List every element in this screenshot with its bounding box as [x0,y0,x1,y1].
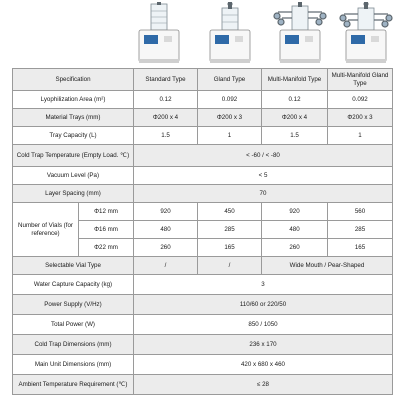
row-vacuum-level [13,167,393,185]
vial-size-label: Φ16 mm [79,221,134,239]
table-header-row [13,69,393,91]
table-cell: 165 [328,239,393,257]
label-tray-capacity: Tray Capacity (L) [13,127,134,145]
standard-type-image [133,2,185,66]
label-layer-spacing: Layer Spacing (mm) [13,185,134,203]
label-power-supply: Power Supply (V/Hz) [13,295,134,315]
row-cold-trap-temperature [13,145,393,167]
row-water-capture-capacity [13,275,393,295]
row-main-unit-dimensions [13,355,393,375]
table-cell: 3 [134,275,393,295]
table-cell: 285 [198,221,262,239]
table-cell: 560 [328,203,393,221]
table-cell: ≤ 28 [134,375,393,395]
row-layer-spacing [13,185,393,203]
table-cell: 0.12 [134,91,198,109]
table-cell: 920 [134,203,198,221]
row-power-supply [13,295,393,315]
label-number-of-vials: Number of Vials (for reference) [13,203,79,257]
label-cold-trap-temperature: Cold Trap Temperature (Empty Load. ℃) [13,145,134,167]
row-ambient-temperature [13,375,393,395]
table-cell: 1 [198,127,262,145]
header-multi-manifold-gland-type: Multi-Manifold Gland Type [328,69,393,91]
header-standard-type: Standard Type [134,69,198,91]
header-gland-type: Gland Type [198,69,262,91]
vial-size-label: Φ22 mm [79,239,134,257]
table-cell: 165 [198,239,262,257]
table-cell: 0.12 [262,91,328,109]
table-cell: / [198,257,262,275]
table-cell: 110/60 or 220/50 [134,295,393,315]
table-cell: 260 [262,239,328,257]
table-cell: Wide Mouth / Pear-Shaped [262,257,393,275]
table-cell: 70 [134,185,393,203]
row-lyophilization-area [13,91,393,109]
row-cold-trap-dimensions [13,335,393,355]
label-water-capture-capacity: Water Capture Capacity (kg) [13,275,134,295]
table-cell: 480 [262,221,328,239]
table-cell: Φ200 x 3 [198,109,262,127]
row-selectable-vial-type [13,257,393,275]
table-cell: 450 [198,203,262,221]
label-main-unit-dimensions: Main Unit Dimensions (mm) [13,355,134,375]
label-ambient-temperature: Ambient Temperature Requirement (℃) [13,375,134,395]
table-cell: 0.092 [198,91,262,109]
header-specification: Specification [13,69,134,91]
table-cell: Φ200 x 3 [328,109,393,127]
table-cell: 420 x 680 x 460 [134,355,393,375]
multi-manifold-gland-type-image [336,2,396,66]
table-cell: / [134,257,198,275]
vial-size-label: Φ12 mm [79,203,134,221]
table-cell: < 5 [134,167,393,185]
label-cold-trap-dimensions: Cold Trap Dimensions (mm) [13,335,134,355]
row-material-trays [13,109,393,127]
table-cell: 260 [134,239,198,257]
label-vacuum-level: Vacuum Level (Pa) [13,167,134,185]
table-cell: 1 [328,127,393,145]
table-cell: 0.092 [328,91,393,109]
table-cell: 850 / 1050 [134,315,393,335]
row-tray-capacity [13,127,393,145]
table-cell: Φ200 x 4 [134,109,198,127]
gland-type-image [204,2,256,66]
row-vials-12 [13,203,393,221]
multi-manifold-type-image [270,2,330,66]
spec-table [12,68,393,395]
table-cell: 285 [328,221,393,239]
row-total-power [13,315,393,335]
table-cell: 1.5 [262,127,328,145]
label-total-power: Total Power (W) [13,315,134,335]
header-multi-manifold-type: Multi-Manifold Type [262,69,328,91]
table-cell: 920 [262,203,328,221]
table-cell: 480 [134,221,198,239]
table-cell: 236 x 170 [134,335,393,355]
table-cell: < -60 / < -80 [134,145,393,167]
table-cell: Φ200 x 4 [262,109,328,127]
label-lyophilization-area: Lyophilization Area (m²) [13,91,134,109]
label-material-trays: Material Trays (mm) [13,109,134,127]
label-selectable-vial-type: Selectable Vial Type [13,257,134,275]
table-cell: 1.5 [134,127,198,145]
product-image-row [0,0,416,68]
